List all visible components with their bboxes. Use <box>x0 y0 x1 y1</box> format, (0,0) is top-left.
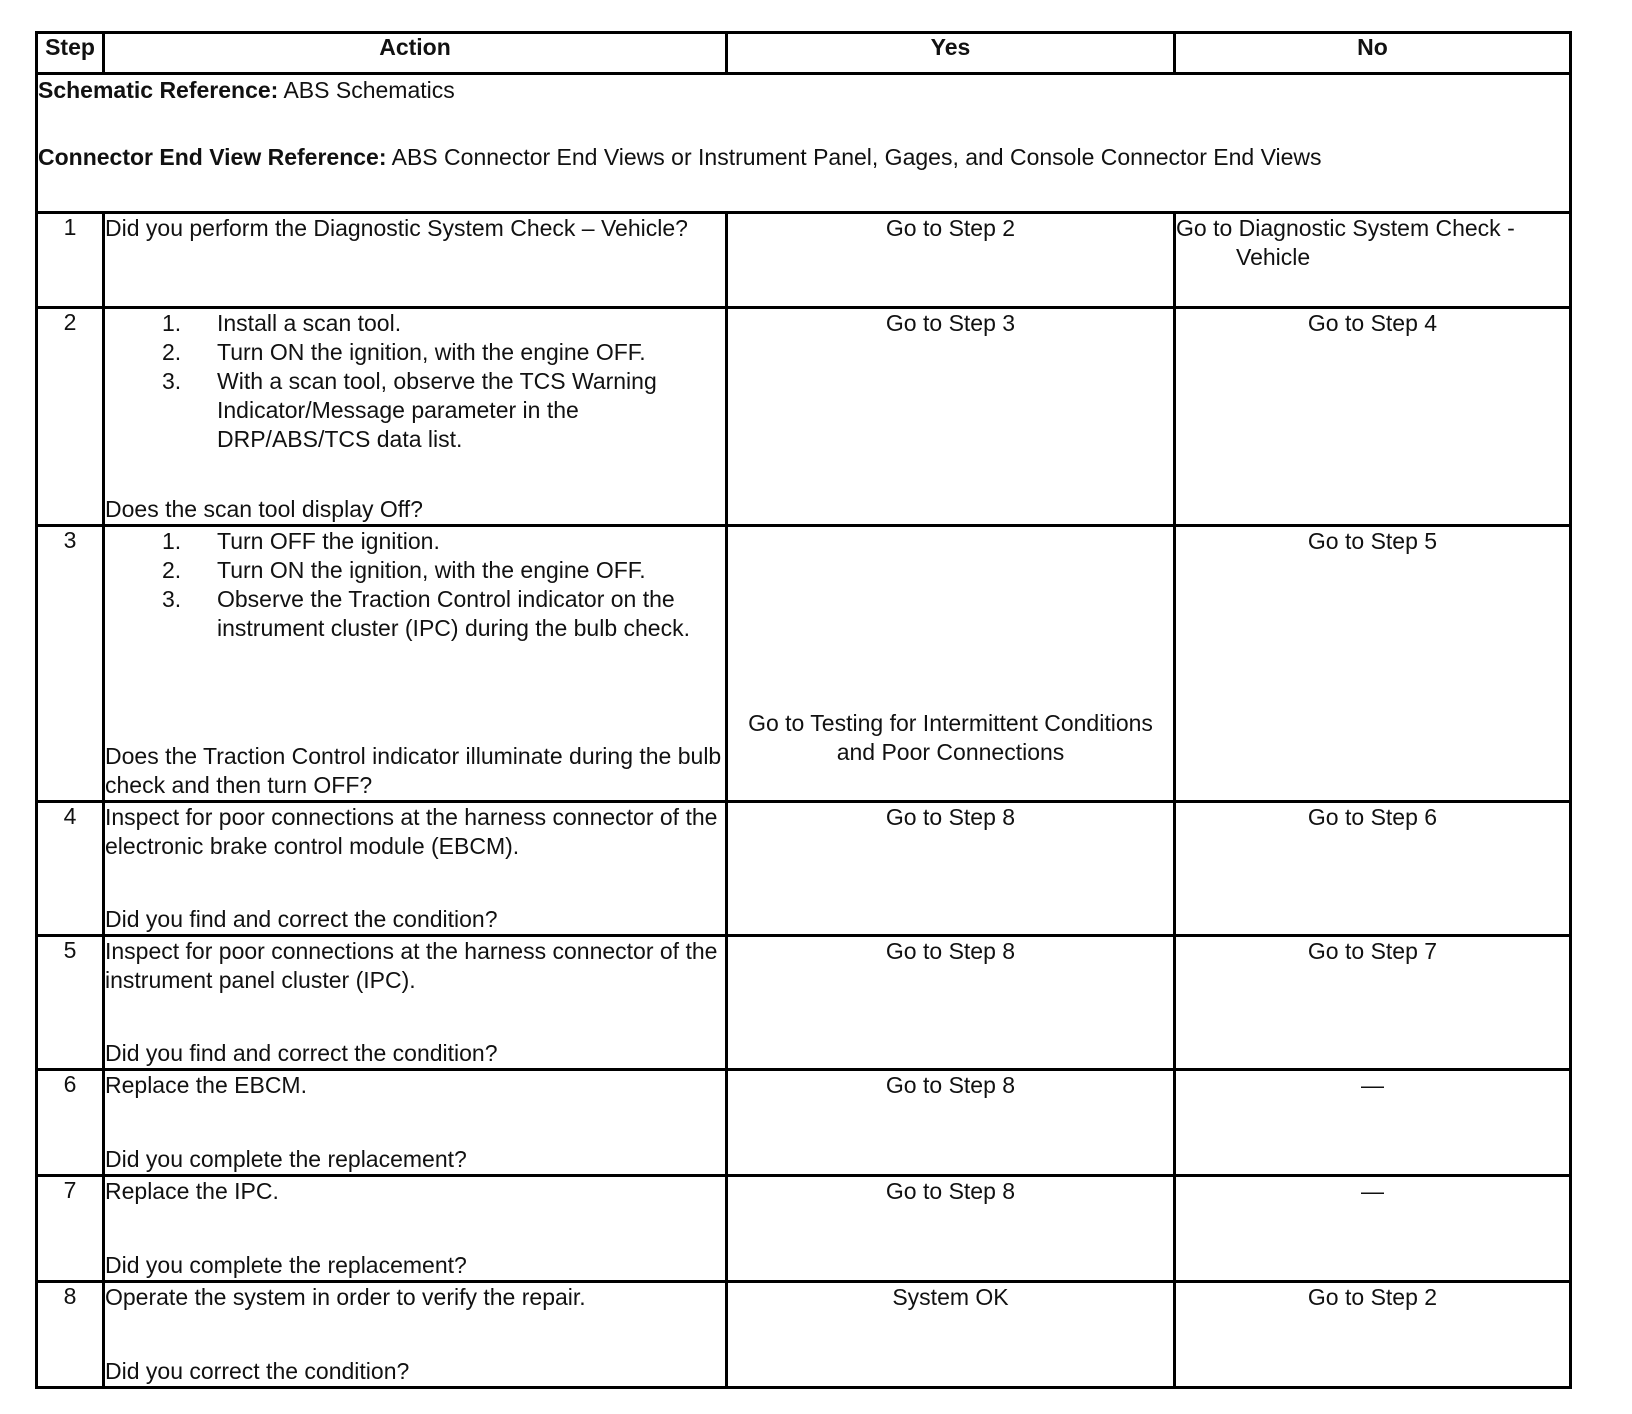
step-number: 3 <box>37 526 104 802</box>
yes-cell: Go to Step 8 <box>727 936 1175 1070</box>
reference-row <box>37 74 1571 213</box>
schematic-reference-label: Schematic Reference: <box>38 77 279 103</box>
header-row <box>37 33 1571 74</box>
action-step-item: Turn OFF the ignition. <box>217 528 440 554</box>
no-cell: Go to Step 2 <box>1175 1282 1571 1388</box>
action-cell <box>104 1282 727 1388</box>
no-text-line-1: Go to Diagnostic System Check - <box>1176 215 1515 241</box>
action-cell <box>104 802 727 936</box>
no-cell: — <box>1175 1176 1571 1282</box>
action-step-item: With a scan tool, observe the TCS Warning Indicator/Message parameter in the DRP/ABS/TCS data list. <box>217 368 657 452</box>
connector-reference <box>38 142 1569 172</box>
action-question: Does the scan tool display Off? <box>105 496 423 522</box>
table-row <box>37 1176 1571 1282</box>
action-cell <box>104 308 727 526</box>
diagnostic-table <box>35 31 1572 1389</box>
action-step-item: Turn ON the ignition, with the engine OFF. <box>217 339 646 365</box>
action-question: Did you complete the replacement? <box>105 1146 467 1172</box>
yes-cell: Go to Step 8 <box>727 802 1175 936</box>
action-steps <box>105 527 725 643</box>
no-cell <box>1175 213 1571 308</box>
action-question: Did you correct the condition? <box>105 1358 410 1384</box>
yes-cell: Go to Step 8 <box>727 1176 1175 1282</box>
header-no: No <box>1175 33 1571 74</box>
step-number: 4 <box>37 802 104 936</box>
action-text: Inspect for poor connections at the harness connector of the electronic brake control module (EBCM). <box>105 804 718 859</box>
reference-cell <box>37 74 1571 213</box>
step-number: 6 <box>37 1070 104 1176</box>
no-cell: Go to Step 7 <box>1175 936 1571 1070</box>
action-step-item: Install a scan tool. <box>217 310 402 336</box>
header-step: Step <box>37 33 104 74</box>
yes-cell: Go to Step 2 <box>727 213 1175 308</box>
schematic-reference <box>38 75 1569 105</box>
no-cell: Go to Step 6 <box>1175 802 1571 936</box>
table-row <box>37 936 1571 1070</box>
step-number: 2 <box>37 308 104 526</box>
yes-cell: Go to Testing for Intermittent Conditions and Poor Connections <box>727 526 1175 802</box>
action-question: Did you find and correct the condition? <box>105 906 498 932</box>
action-steps <box>105 309 725 454</box>
action-cell <box>104 1070 727 1176</box>
action-step-item: Turn ON the ignition, with the engine OFF. <box>217 557 646 583</box>
no-text-line-2: Vehicle <box>1236 244 1311 270</box>
action-text: Operate the system in order to verify the repair. <box>105 1284 586 1310</box>
action-cell <box>104 1176 727 1282</box>
no-cell: Go to Step 5 <box>1175 526 1571 802</box>
action-question: Did you find and correct the condition? <box>105 1040 498 1066</box>
table-row <box>37 308 1571 526</box>
action-cell <box>104 936 727 1070</box>
no-cell: — <box>1175 1070 1571 1176</box>
table-row <box>37 526 1571 802</box>
step-number: 8 <box>37 1282 104 1388</box>
action-text: Did you perform the Diagnostic System Check – Vehicle? <box>105 215 688 241</box>
header-action: Action <box>104 33 727 74</box>
schematic-reference-value: ABS Schematics <box>283 77 455 103</box>
action-text: Replace the IPC. <box>105 1178 279 1204</box>
action-question: Does the Traction Control indicator illuminate during the bulb check and then turn OFF? <box>105 743 722 798</box>
step-number: 7 <box>37 1176 104 1282</box>
no-cell: Go to Step 4 <box>1175 308 1571 526</box>
action-cell <box>104 526 727 802</box>
yes-cell: Go to Step 3 <box>727 308 1175 526</box>
yes-cell: Go to Step 8 <box>727 1070 1175 1176</box>
connector-reference-label: Connector End View Reference: <box>38 144 387 170</box>
step-number: 1 <box>37 213 104 308</box>
table-row <box>37 802 1571 936</box>
table-row <box>37 1282 1571 1388</box>
connector-reference-value: ABS Connector End Views or Instrument Panel, Gages, and Console Connector End Views <box>391 144 1322 170</box>
action-cell <box>104 213 727 308</box>
table-row <box>37 213 1571 308</box>
action-text: Replace the EBCM. <box>105 1072 307 1098</box>
table-row <box>37 1070 1571 1176</box>
step-number: 5 <box>37 936 104 1070</box>
yes-cell: System OK <box>727 1282 1175 1388</box>
header-yes: Yes <box>727 33 1175 74</box>
action-text: Inspect for poor connections at the harness connector of the instrument panel cluster (IPC). <box>105 938 718 993</box>
action-step-item: Observe the Traction Control indicator on the instrument cluster (IPC) during the bulb check. <box>217 586 690 641</box>
action-question: Did you complete the replacement? <box>105 1252 467 1278</box>
